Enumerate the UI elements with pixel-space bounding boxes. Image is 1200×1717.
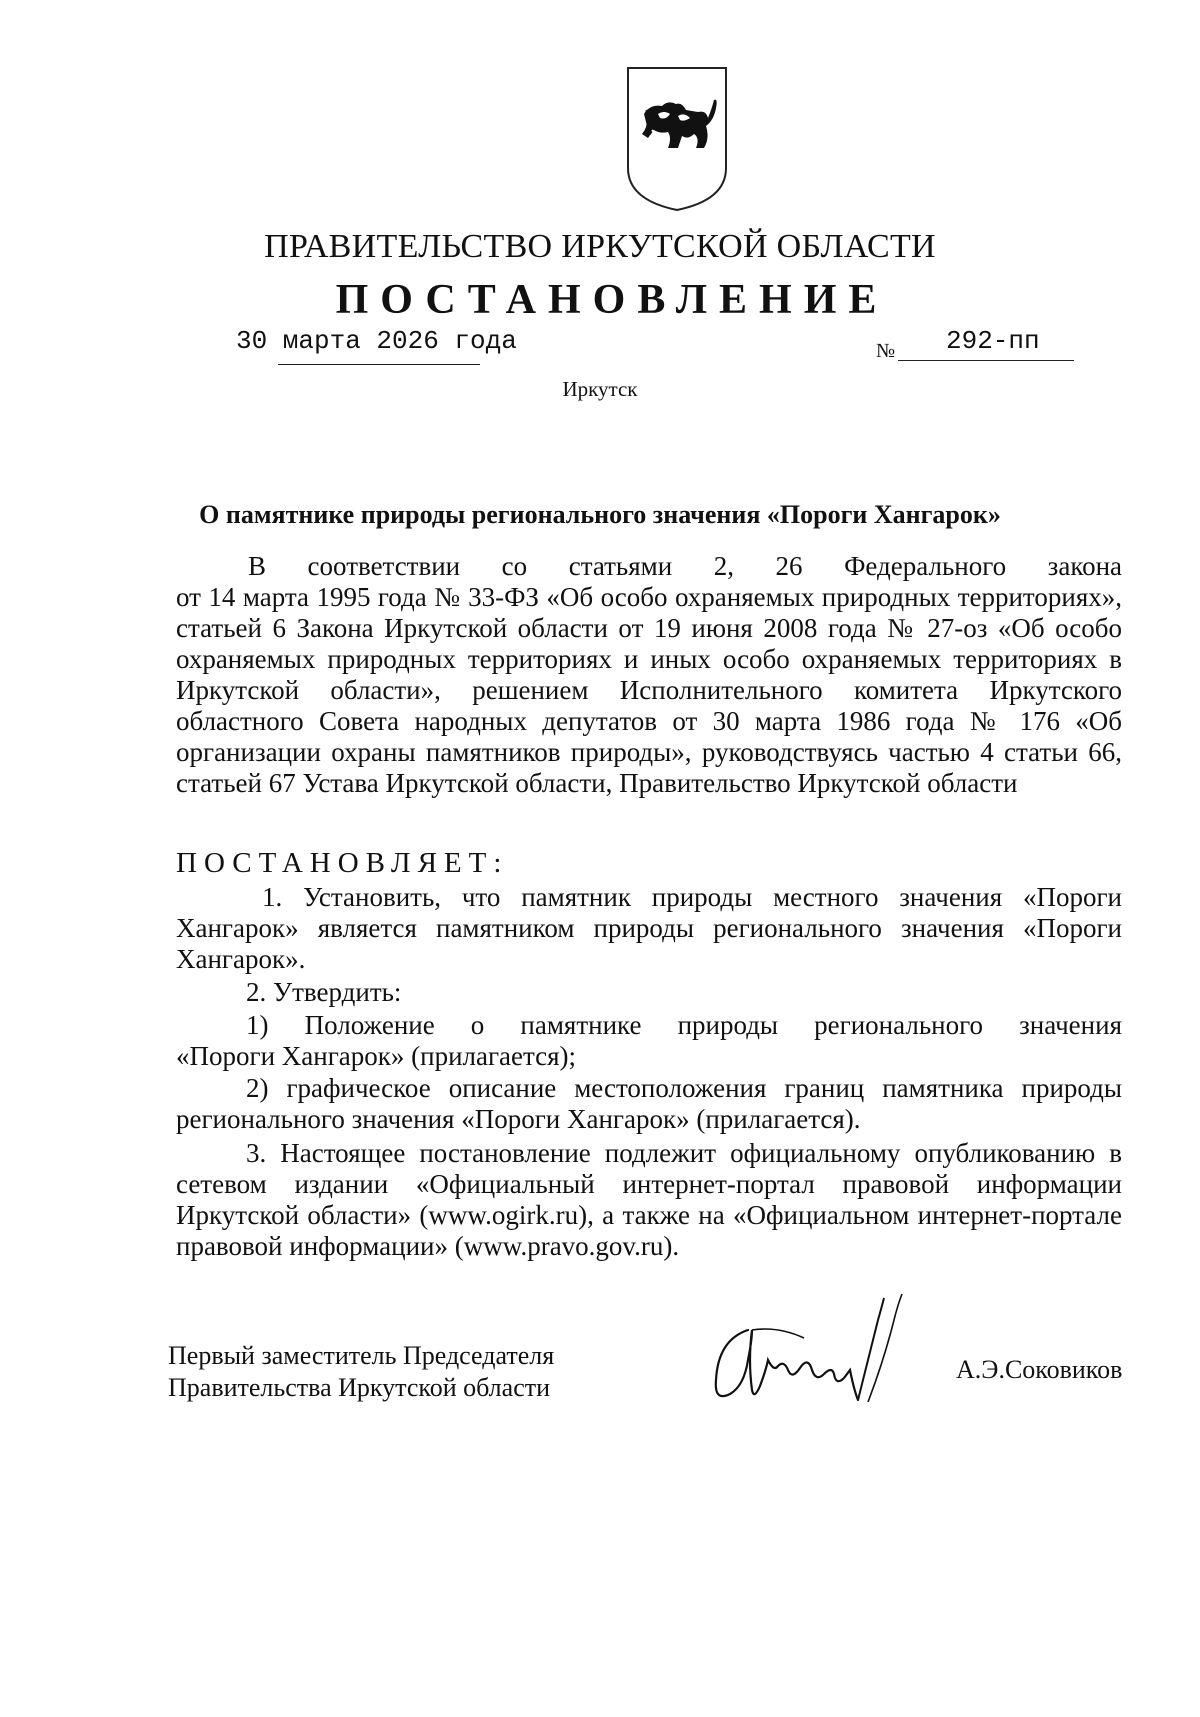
document-date: 30 марта 2026 года	[236, 326, 517, 356]
number-sign: №	[876, 340, 896, 362]
signer-title-line1: Первый заместитель Председателя	[168, 1341, 555, 1370]
subitem-1-line1: 1) Положение о памятнике природы регионального значения	[246, 1010, 1122, 1040]
basis-rest: от 14 марта 1995 года № 33-ФЗ «Об особо охраняемых природных территориях», статьей 6 Закона Иркутской области от 19 июня 2008 года № 27-оз «Об особо охраняемых природных территориях и иных особо охраняемых территориях в Иркутской области», решением Исполнительного комитета Иркутского областного Совета народных депутатов от 30 марта 1986 года № 176 «Об организации охраны памятников природы», руководствуясь частью 4 статьи 66, статьей 67 Устава Иркутской области, Правительство Иркутской области	[176, 582, 1122, 798]
document-heading: О памятнике природы регионального значения «Пороги Хангарок»	[199, 500, 1001, 529]
signer-title	[168, 1340, 554, 1404]
government-name: ПРАВИТЕЛЬСТВО ИРКУТСКОЙ ОБЛАСТИ	[264, 228, 936, 265]
handwritten-signature	[708, 1290, 938, 1420]
subitem-2: 2) графическое описание местоположения границ памятника природы регионального значения «Пороги Хангарок» (прилагается).	[176, 1073, 1122, 1134]
city: Иркутск	[562, 377, 638, 401]
document-number: 292-пп	[946, 326, 1040, 356]
basis-paragraph	[176, 551, 1122, 799]
signer-title-line2: Правительства Иркутской области	[168, 1373, 551, 1402]
subitem-1	[176, 1010, 1122, 1072]
date-underline	[278, 364, 480, 365]
item-1: 1. Установить, что памятник природы местного значения «Пороги Хангарок» является памятником природы регионального значения «Пороги Хангарок».	[176, 882, 1122, 974]
signer-name: А.Э.Соковиков	[956, 1355, 1123, 1384]
item-3: 3. Настоящее постановление подлежит официальному опубликованию в сетевом издании «Официальный интернет-портал правовой информации Иркутской области» (www.ogirk.ru), а также на «Официальном интернет-портале правовой информации» (www.pravo.gov.ru).	[176, 1138, 1122, 1261]
resolves-word: ПОСТАНОВЛЯЕТ:	[176, 847, 509, 879]
item-2: 2. Утвердить:	[246, 977, 402, 1007]
document-type: ПОСТАНОВЛЕНИЕ	[335, 277, 889, 323]
coat-of-arms-icon	[622, 64, 732, 214]
basis-first-line: В соответствии со статьями 2, 26 Федерального закона	[248, 551, 1122, 581]
number-underline	[898, 360, 1074, 361]
subitem-1-rest: «Пороги Хангарок» (прилагается);	[176, 1041, 577, 1071]
